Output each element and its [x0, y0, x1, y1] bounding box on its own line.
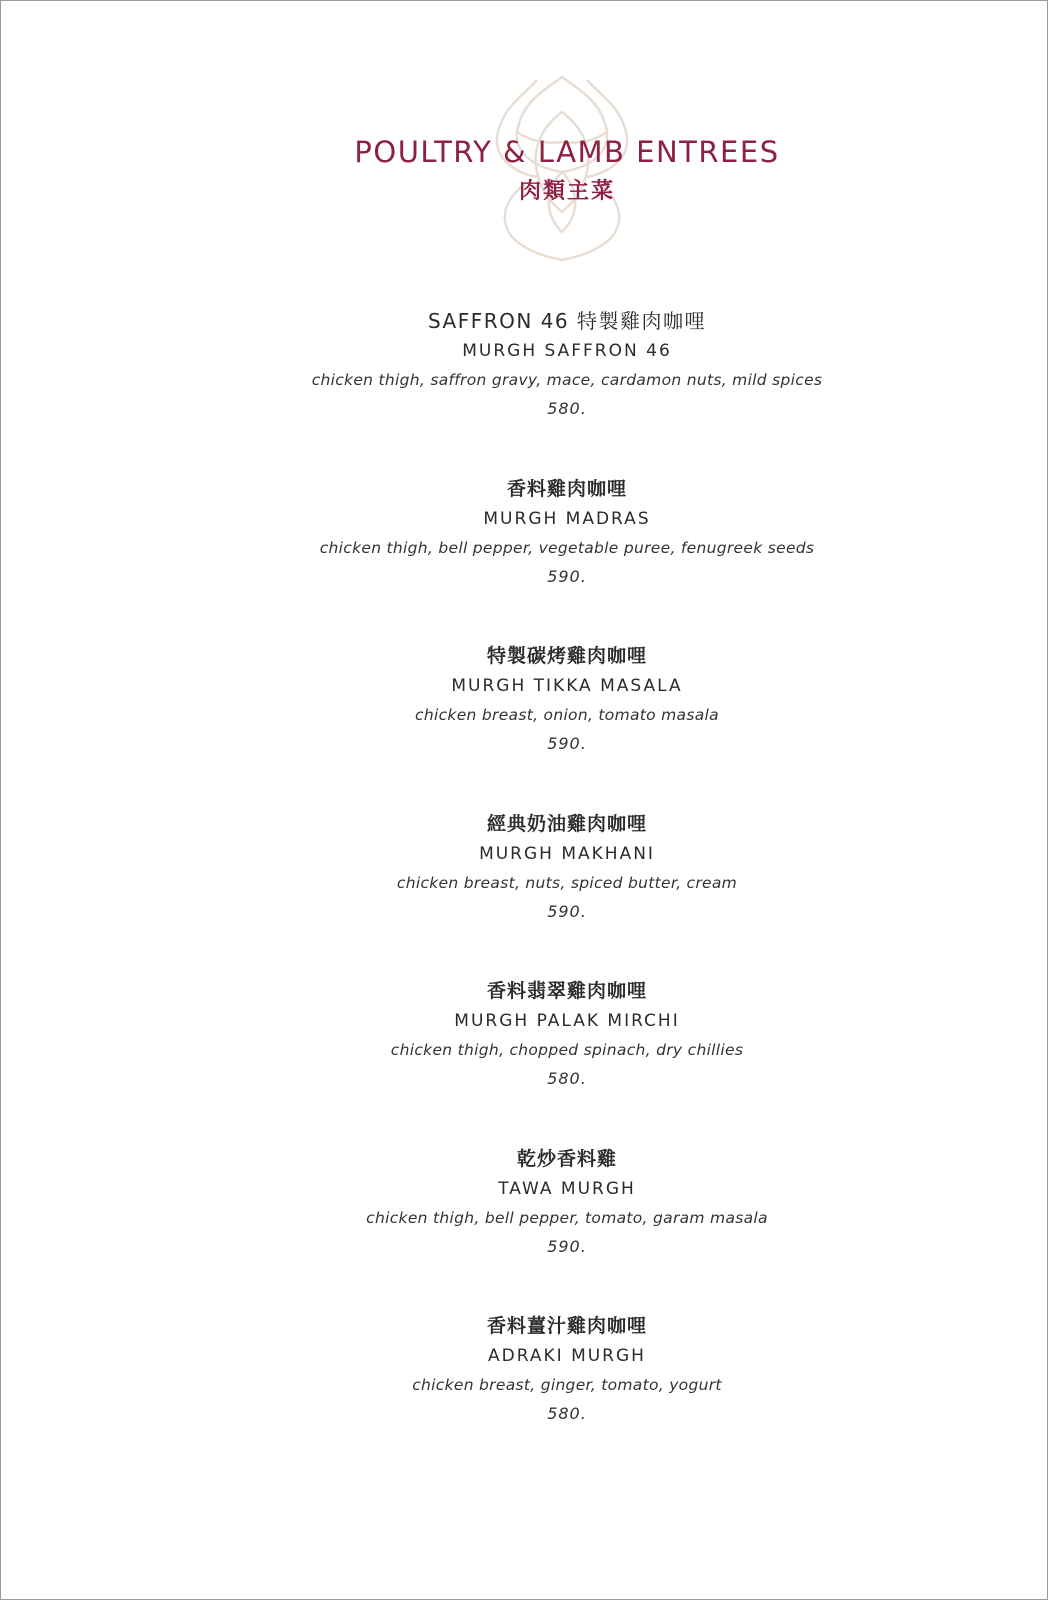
menu-item-description: chicken thigh, saffron gravy, mace, cardamon nuts, mild spices	[311, 371, 823, 389]
menu-item-price: 590.	[547, 901, 587, 921]
menu-item-price: 580.	[547, 1069, 587, 1088]
menu-item-description: chicken thigh, chopped spinach, dry chillies	[390, 1041, 744, 1059]
menu-item-price: 580.	[547, 1404, 587, 1423]
menu-item-price: 580.	[547, 399, 587, 418]
menu-item	[90, 976, 1044, 1144]
menu-item	[90, 306, 1044, 474]
menu-item-description: chicken thigh, bell pepper, tomato, garam masala	[366, 1208, 768, 1227]
menu-item-price: 590.	[547, 566, 587, 586]
menu-item-description: chicken breast, onion, tomato masala	[415, 706, 719, 724]
menu-item-price: 590.	[547, 734, 587, 753]
menu-item	[90, 1311, 1044, 1479]
section-header	[0, 133, 1048, 209]
menu-item-name-en: ADRAKI MURGH	[488, 1346, 646, 1366]
menu-item-name-zh: SAFFRON 46 特製雞肉咖哩	[427, 309, 707, 333]
menu-item-name-en: TAWA MURGH	[498, 1178, 636, 1199]
menu-item-description: chicken breast, ginger, tomato, yogurt	[412, 1376, 722, 1394]
menu-item-name-en: MURGH MADRAS	[483, 508, 651, 529]
menu-item-name-en: MURGH MAKHANI	[479, 843, 655, 864]
menu-item-description: chicken thigh, bell pepper, vegetable puree, fenugreek seeds	[319, 538, 815, 557]
menu-item-list	[90, 306, 1044, 1479]
menu-item-name-zh: 香料薑汁雞肉咖哩	[486, 1315, 647, 1337]
menu-item	[90, 1144, 1044, 1312]
section-subtitle: 肉類主菜	[518, 178, 615, 204]
menu-item-name-zh: 經典奶油雞肉咖哩	[486, 812, 647, 835]
menu-item-name-zh: 乾炒香料雞	[516, 1147, 617, 1170]
menu-item	[90, 809, 1044, 977]
menu-item-name-en: MURGH SAFFRON 46	[462, 341, 672, 361]
menu-item-price: 590.	[547, 1236, 587, 1256]
section-title: POULTRY & LAMB ENTREES	[354, 135, 780, 169]
menu-item-name-zh: 香料雞肉咖哩	[506, 477, 627, 500]
menu-item-name-en: MURGH PALAK MIRCHI	[454, 1011, 680, 1031]
menu-item-name-zh: 香料翡翠雞肉咖哩	[486, 980, 647, 1002]
menu-item-name-en: MURGH TIKKA MASALA	[451, 676, 683, 696]
menu-item	[90, 641, 1044, 809]
menu-item-name-zh: 特製碳烤雞肉咖哩	[486, 645, 647, 667]
menu-item-description: chicken breast, nuts, spiced butter, cream	[396, 873, 738, 892]
menu-item	[90, 474, 1044, 642]
